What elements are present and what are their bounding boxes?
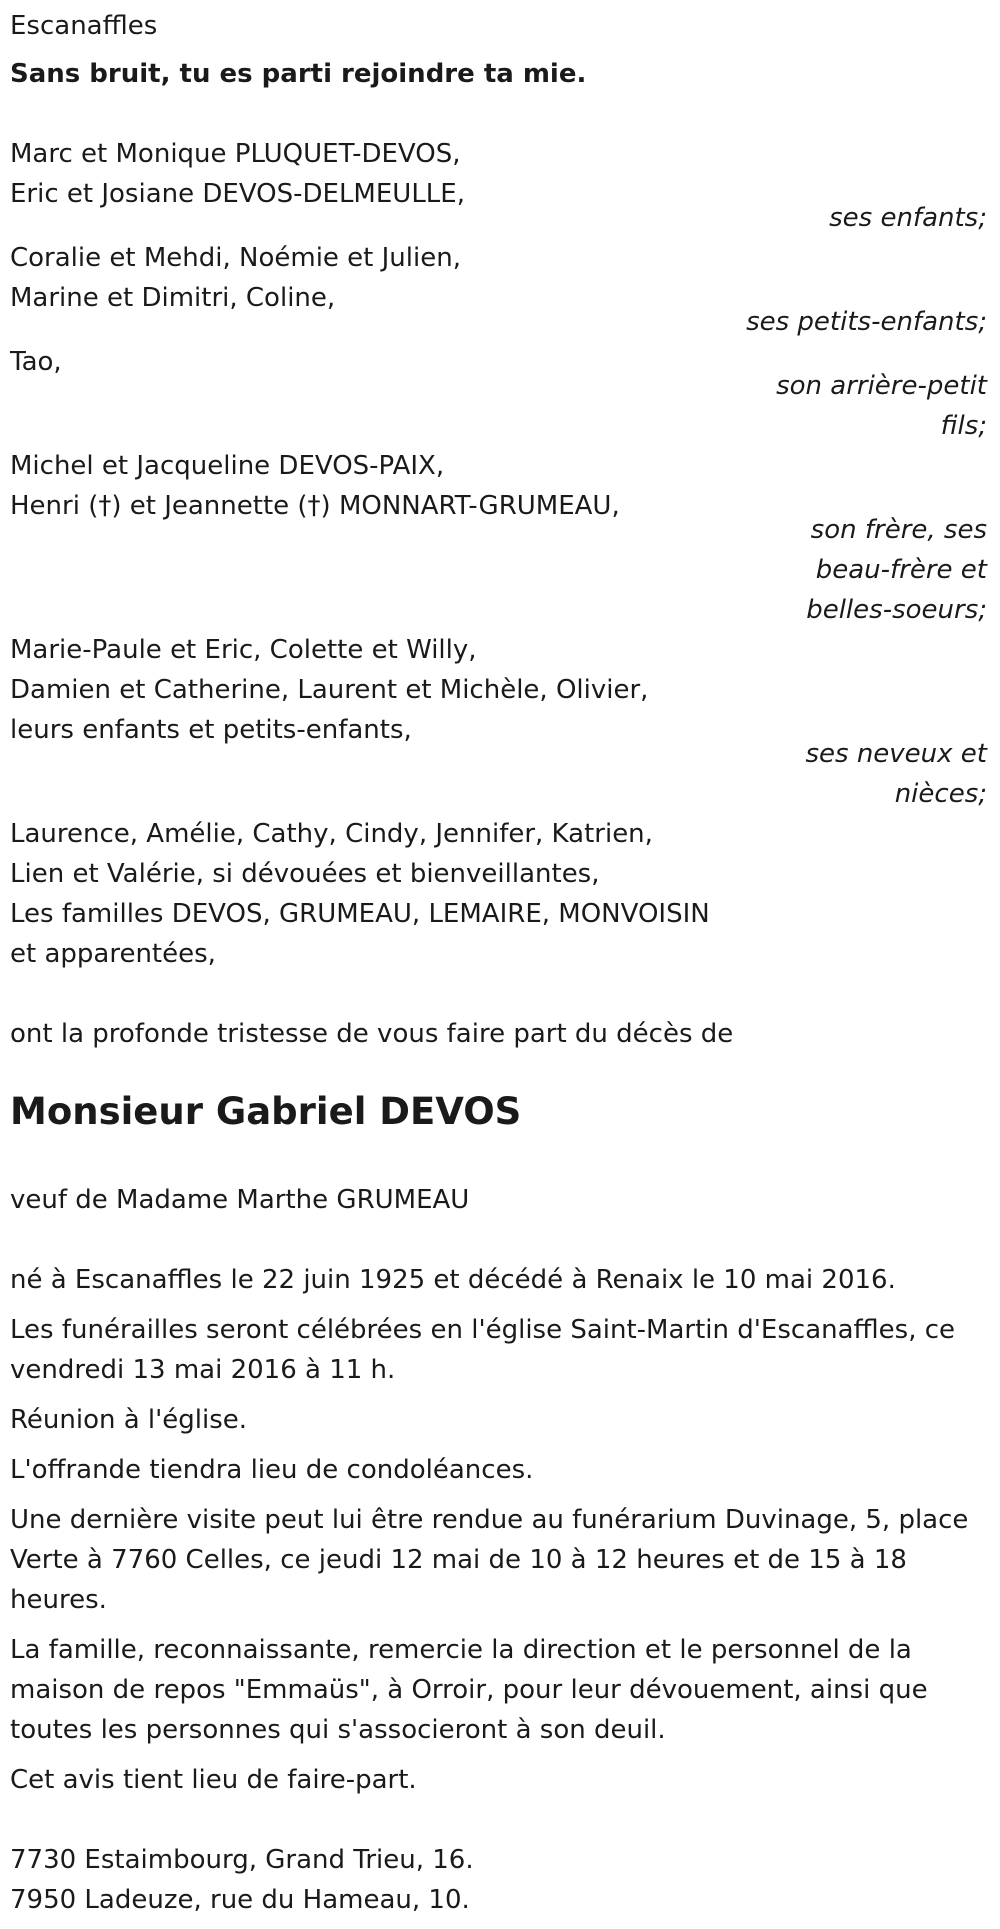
nephews-role-2: nièces; xyxy=(894,779,987,809)
visit-line-1: Une dernière visite peut lui être rendue au funérarium Duvinage, 5, place xyxy=(10,1505,969,1535)
children-line-1: Marc et Monique PLUQUET-DEVOS, xyxy=(10,139,461,169)
visit-line-3: heures. xyxy=(10,1585,107,1615)
siblings-role-2: beau-frère et xyxy=(815,555,987,585)
children-line-2: Eric et Josiane DEVOS-DELMEULLE, xyxy=(10,179,465,209)
grandchildren-role: ses petits-enfants; xyxy=(746,307,987,337)
others-line-1: Laurence, Amélie, Cathy, Cindy, Jennifer, Katrien, xyxy=(10,819,653,849)
meeting-info: Réunion à l'église. xyxy=(10,1405,248,1435)
offering-info: L'offrande tiendra lieu de condoléances. xyxy=(10,1455,534,1485)
nephews-line-2: Damien et Catherine, Laurent et Michèle, Olivier, xyxy=(10,675,649,705)
others-line-3: Les familles DEVOS, GRUMEAU, LEMAIRE, MONVOISIN xyxy=(10,899,710,929)
grandchildren-line-1: Coralie et Mehdi, Noémie et Julien, xyxy=(10,243,461,273)
thanks-line-3: toutes les personnes qui s'associeront à son deuil. xyxy=(10,1715,666,1745)
address-line-1: 7730 Estaimbourg, Grand Trieu, 16. xyxy=(10,1845,474,1875)
grandchildren-line-2: Marine et Dimitri, Coline, xyxy=(10,283,336,313)
funeral-line-2: vendredi 13 mai 2016 à 11 h. xyxy=(10,1355,396,1385)
place-name: Escanaffles xyxy=(10,11,158,41)
funeral-line-1: Les funérailles seront célébrées en l'église Saint-Martin d'Escanaffles, ce xyxy=(10,1315,956,1345)
siblings-line-2: Henri (†) et Jeannette (†) MONNART-GRUMEAU, xyxy=(10,491,620,521)
widower-line: veuf de Madame Marthe GRUMEAU xyxy=(10,1185,470,1215)
great-grandchild-role-1: son arrière-petit xyxy=(776,371,987,401)
deceased-name: Monsieur Gabriel DEVOS xyxy=(10,1090,522,1133)
great-grandchild-role-2: fils; xyxy=(940,411,987,441)
visit-line-2: Verte à 7760 Celles, ce jeudi 12 mai de 10 à 12 heures et de 15 à 18 xyxy=(10,1545,907,1575)
others-line-2: Lien et Valérie, si dévouées et bienveillantes, xyxy=(10,859,600,889)
thanks-line-1: La famille, reconnaissante, remercie la direction et le personnel de la xyxy=(10,1635,912,1665)
tagline: Sans bruit, tu es parti rejoindre ta mie. xyxy=(10,59,587,89)
notice-line: Cet avis tient lieu de faire-part. xyxy=(10,1765,417,1795)
nephews-line-1: Marie-Paule et Eric, Colette et Willy, xyxy=(10,635,477,665)
nephews-line-3: leurs enfants et petits-enfants, xyxy=(10,715,412,745)
great-grandchild: Tao, xyxy=(10,347,62,377)
others-line-4: et apparentées, xyxy=(10,939,216,969)
announcement: ont la profonde tristesse de vous faire part du décès de xyxy=(10,1019,734,1049)
siblings-role-1: son frère, ses xyxy=(810,515,987,545)
birth-death: né à Escanaffles le 22 juin 1925 et décédé à Renaix le 10 mai 2016. xyxy=(10,1265,896,1295)
thanks-line-2: maison de repos "Emmaüs", à Orroir, pour leur dévouement, ainsi que xyxy=(10,1675,928,1705)
children-role: ses enfants; xyxy=(829,203,987,233)
address-line-2: 7950 Ladeuze, rue du Hameau, 10. xyxy=(10,1885,470,1915)
siblings-role-3: belles-soeurs; xyxy=(806,595,987,625)
nephews-role-1: ses neveux et xyxy=(805,739,987,769)
siblings-line-1: Michel et Jacqueline DEVOS-PAIX, xyxy=(10,451,445,481)
